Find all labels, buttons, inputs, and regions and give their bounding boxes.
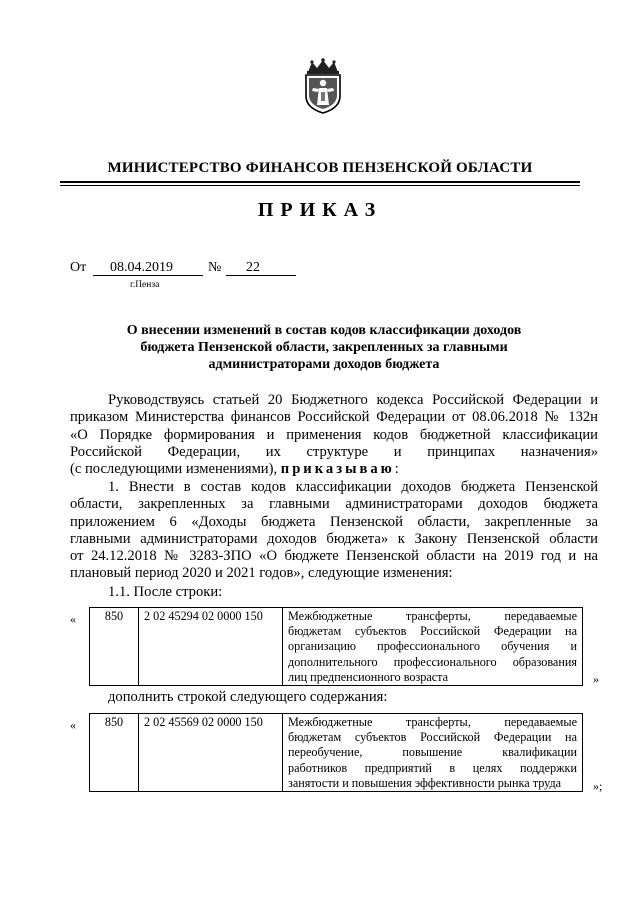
text-line: бюджетам субъектов Российской Федерации на <box>288 624 577 639</box>
number-label: № <box>208 260 222 275</box>
text-line: Руководствуясь статьей 20 Бюджетного кодекса Российской Федерации и <box>108 392 598 408</box>
codes-table-existing <box>89 607 583 686</box>
date-underline <box>93 275 203 276</box>
order-date: 08.04.2019 <box>110 260 173 275</box>
close-quote: »; <box>593 779 603 793</box>
budget-code-cell: 2 02 45294 02 0000 150 <box>139 608 283 686</box>
open-quote: « <box>70 612 76 626</box>
text-line: занятости и повышения эффективности рынка труда <box>288 775 562 790</box>
text-line: бюджетам субъектов Российской Федерации на <box>288 730 577 745</box>
item-1-paragraph <box>70 479 598 583</box>
text-line: приложением 6 «Доходы бюджета Пензенской области, закрепленные за <box>70 513 598 530</box>
text-line: плановый период 2020 и 2021 годов», следующие изменения: <box>70 565 453 582</box>
preamble-tail: (с последующими изменениями), <box>70 461 278 478</box>
document-type-title: ПРИКАЗ <box>257 199 383 221</box>
header-rule-thick <box>60 181 580 183</box>
table-row <box>90 714 583 792</box>
budget-code-cell: 2 02 45569 02 0000 150 <box>139 714 283 792</box>
admin-code-cell: 850 <box>90 608 139 686</box>
text-line: 1. Внести в состав кодов классификации доходов бюджета Пензенской <box>108 479 598 495</box>
city-label: г.Пенза <box>130 280 160 290</box>
text-line: области, закрепленных за главными администраторами доходов бюджета <box>70 496 598 513</box>
text-line: переобучение, повышение квалификации <box>288 745 577 760</box>
preamble-colon: : <box>394 461 399 478</box>
text-line: Российской Федерации, их структуре и принципах назначения» <box>70 443 598 460</box>
text-line: работников предприятий в целях поддержки <box>288 760 577 775</box>
open-quote: « <box>70 718 76 732</box>
close-quote: » <box>593 672 599 686</box>
text-line: организацию профессионального обучения и <box>288 639 577 654</box>
order-word: приказываю <box>280 461 395 478</box>
number-underline <box>226 275 296 276</box>
order-heading <box>100 322 548 373</box>
add-row-instruction: дополнить строкой следующего содержания: <box>108 689 388 705</box>
text-line: дополнительного профессионального образования <box>288 654 577 669</box>
text-line: от 24.12.2018 № 3283-ЗПО «О бюджете Пензенской области на 2019 год и на <box>70 548 598 565</box>
text-line <box>70 461 598 478</box>
admin-code-cell: 850 <box>90 714 139 792</box>
text-line: Межбюджетные трансферты, передаваемые <box>288 609 577 623</box>
heading-line: О внесении изменений в состав кодов классификации доходов <box>126 323 522 338</box>
heading-line: бюджета Пензенской области, закрепленных за главными <box>140 340 508 355</box>
text-line: «О Порядке формирования и применения кодов бюджетной классификации <box>70 426 598 443</box>
description-cell <box>283 714 583 792</box>
header-rule-thin <box>60 185 580 186</box>
subitem-1-1: 1.1. После строки: <box>108 584 223 600</box>
order-number: 22 <box>246 260 260 275</box>
ministry-name: МИНИСТЕРСТВО ФИНАНСОВ ПЕНЗЕНСКОЙ ОБЛАСТИ <box>107 160 533 176</box>
codes-table-new <box>89 713 583 792</box>
preamble-paragraph <box>70 392 598 478</box>
from-label: От <box>70 260 87 275</box>
table-row <box>90 608 583 686</box>
heading-line: администраторами доходов бюджета <box>208 357 440 372</box>
text-line: приказом Министерства финансов Российской Федерации от 08.06.2018 № 132н <box>70 409 598 426</box>
description-cell <box>283 608 583 686</box>
text-line: Межбюджетные трансферты, передаваемые <box>288 715 577 729</box>
coat-of-arms-icon <box>300 58 346 114</box>
text-line: лиц предпенсионного возраста <box>288 669 449 684</box>
text-line: главными администраторами доходов бюджета» к Закону Пензенской области <box>70 530 598 547</box>
